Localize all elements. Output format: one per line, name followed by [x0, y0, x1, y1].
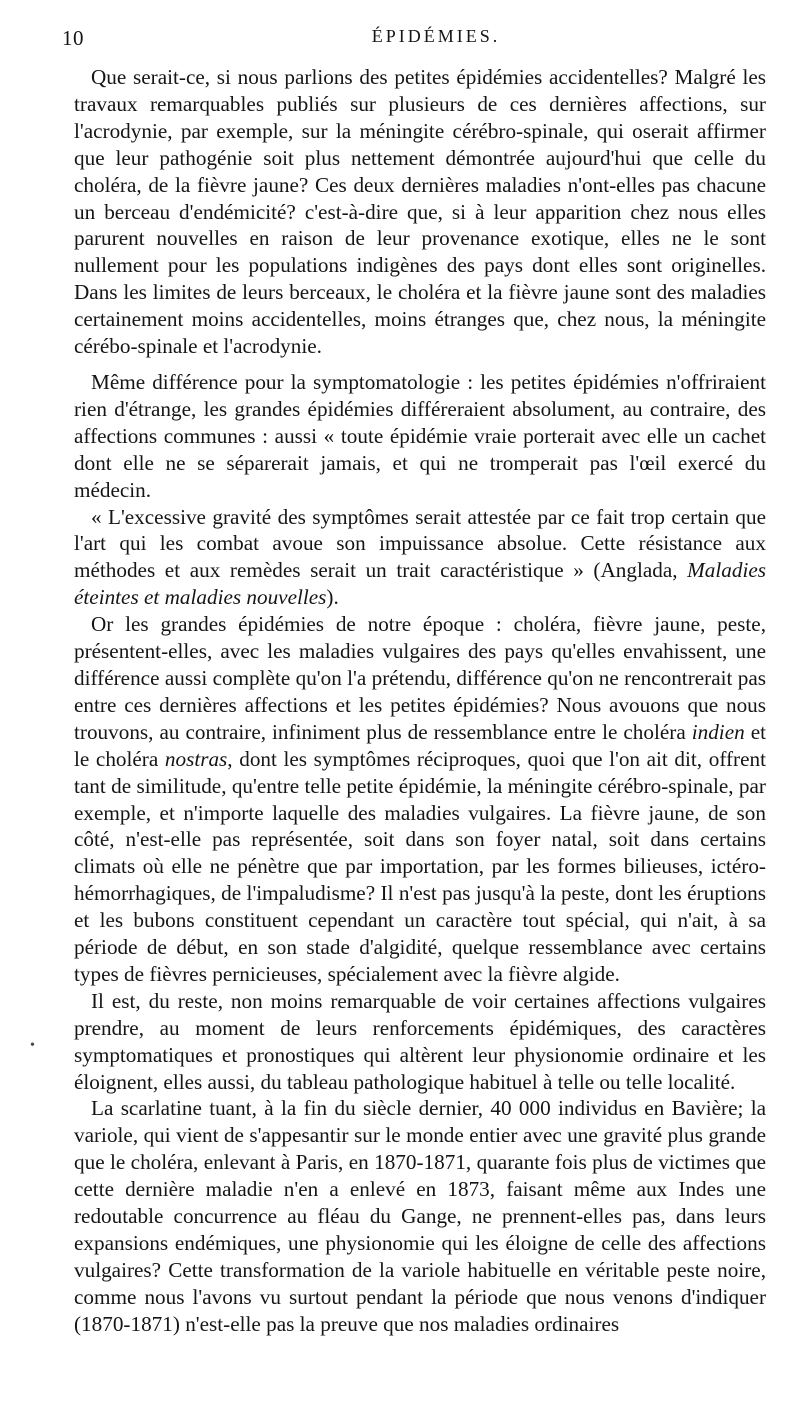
italic-nostras: nostras	[164, 746, 228, 771]
paragraph-4-part-2: et le choléra	[74, 719, 766, 771]
citation-title: Maladies éteintes et maladies nouvelles	[74, 558, 766, 610]
margin-dot: •	[30, 1038, 35, 1053]
italic-indien: indien	[691, 719, 745, 744]
paragraph-3	[74, 504, 766, 612]
paragraph-1: Que serait-ce, si nous parlions des petites épidémies accidentelles? Malgré les travaux remarquables publiés sur plusieurs de ces dernières affections, sur l'acrodynie, par exemple, sur la méningite cérébro-spinale, qui oserait affirmer que leur pathogénie soit plus nettement démontrée aujourd'hui que celle du choléra, de la fièvre jaune? Ces deux dernières maladies n'ont-elles pas chacune un berceau d'endémicité? c'est-à-dire que, si à leur apparition chez nous elles parurent nouvelles en raison de leur provenance exotique, elles ne le sont nullement pour les populations indigènes des pays dont elles sont originelles. Dans les limites de leurs berceaux, le choléra et la fièvre jaune sont des maladies certainement moins accidentelles, moins étranges que, chez nous, la méningite cérébo-spinale et l'acrodynie.	[74, 65, 766, 359]
paragraph-3-end: ).	[326, 585, 339, 610]
paragraph-4-part-1: Or les grandes épidémies de notre époque : choléra, fièvre jaune, peste, présentent-elles, avec les maladies vulgaires des pays qu'elles envahissent, une différence aussi complète qu'on l'a prétendu, différence qu'on ne rencontrerait pas entre ces dernières affections et les petites épidémies? Nous avouons que nous trouvons, au contraire, infiniment plus de ressemblance entre le choléra	[74, 612, 766, 744]
paragraph-3-text: « L'excessive gravité des symptômes serait attestée par ce fait trop certain que l'art qui les combat avoue son impuissance absolue. Cette résistance aux méthodes et aux remèdes serait un trait caractéristique » (Anglada,	[74, 504, 766, 583]
paragraph-4-part-3: , dont les symptômes réciproques, quoi que l'on ait dit, offrent tant de similitude, qu'entre telle petite épidémie, la méningite cérébro-spinale, par exemple, et n'importe laquelle des maladies vulgaires. La fièvre jaune, de son côté, n'est-elle pas représentée, soit dans son foyer natal, soit dans certains climats où elle ne pénètre que par importation, par les formes bilieuses, ictéro-hémorrhagiques, de l'impaludisme? Il n'est pas jusqu'à la peste, dont les éruptions et les bubons constituent cependant un caractère tout spécial, qui n'ait, à sa période de début, en son stade d'algidité, quelque ressemblance avec certains types de fièvres pernicieuses, spécialement avec la fièvre algide.	[74, 746, 766, 986]
paragraph-5: Il est, du reste, non moins remarquable de voir certaines affections vulgaires prendre, au moment de leurs renforcements épidémiques, des caractères symptomatiques et pronostiques qui altèrent leur physionomie ordinaire et les éloignent, elles aussi, du tableau pathologique habituel à telle ou telle localité.	[74, 988, 766, 1094]
paragraph-2: Même différence pour la symptomatologie : les petites épidémies n'offriraient rien d'étrange, les grandes épidémies différeraient absolument, au contraire, des affections communes : aussi « toute épidémie vraie porterait avec elle un cachet dont elle ne se séparerait jamais, et qui ne tromperait pas l'œil exercé du médecin.	[74, 370, 766, 502]
paragraph-4	[74, 611, 766, 988]
paragraph-6: La scarlatine tuant, à la fin du siècle dernier, 40 000 individus en Bavière; la variole, qui vient de s'appesantir sur le monde entier avec une gravité plus grande que le choléra, enlevant à Paris, en 1870-1871, quarante fois plus de victimes que cette dernière maladie n'en a enlevé en 1873, faisant même aux Indes une redoutable concurrence au fléau du Gange, ne prennent-elles pas, dans leurs expansions endémiques, une physionomie qui les éloigne de celle des affections vulgaires? Cette transformation de la variole habituelle en véritable peste noire, comme nous l'avons vu surtout pendant la période que nous venons d'indiquer (1870-1871) n'est-elle pas la preuve que nos maladies ordinaires	[74, 1096, 766, 1336]
running-head	[62, 26, 770, 54]
running-title: ÉPIDÉMIES.	[371, 26, 501, 46]
text-block-lower	[74, 369, 766, 1338]
text-block-upper	[74, 64, 766, 360]
page-number: 10	[62, 26, 84, 50]
